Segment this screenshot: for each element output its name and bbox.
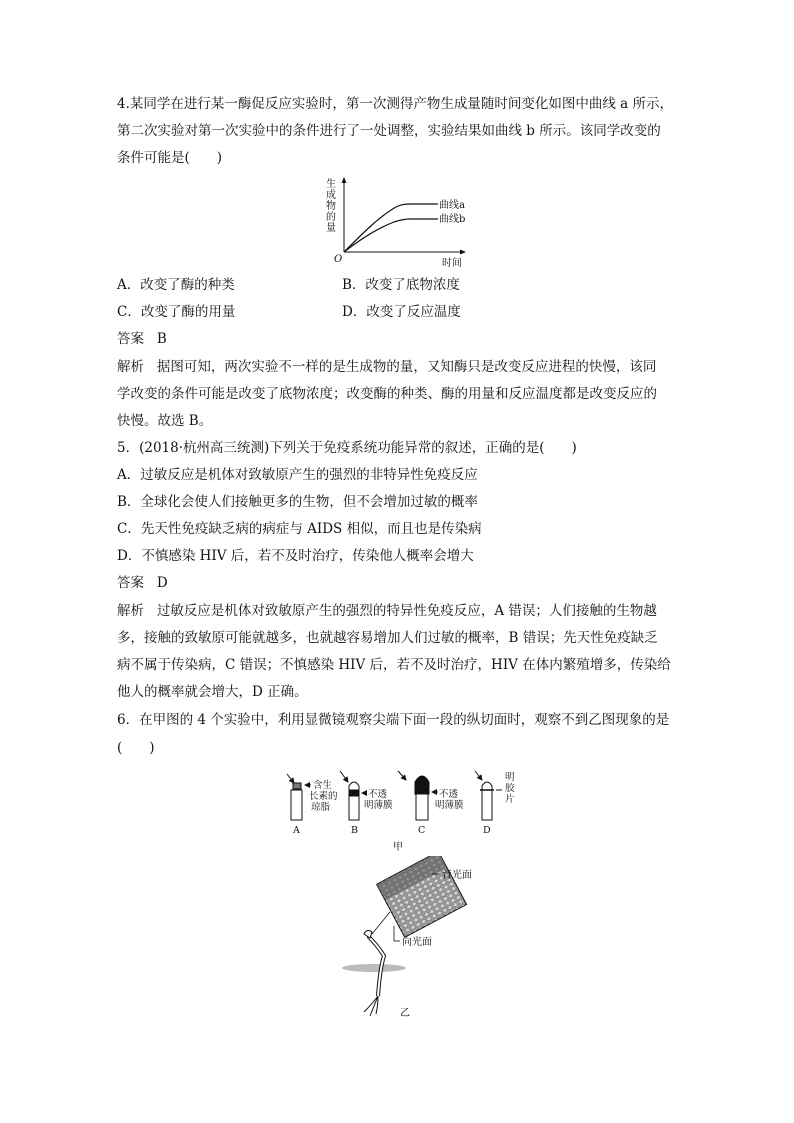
- label-front: 向光面: [402, 937, 432, 948]
- magnified-section: [377, 856, 467, 937]
- graph-ylabel-3: 物: [326, 201, 336, 212]
- curve-a: [344, 204, 438, 252]
- letter-b: B: [351, 825, 358, 836]
- film-b: [349, 790, 359, 796]
- graph-ylabel-4: 的: [326, 212, 336, 223]
- label-a-3: 琼脂: [311, 802, 331, 813]
- coleoptile-a: [291, 790, 302, 820]
- q5-analysis-line-4: 他人的概率就会增大，D 正确。: [117, 684, 308, 700]
- q5-option-a: A．过敏反应是机体对致敏原产生的强烈的非特异性免疫反应: [117, 467, 478, 483]
- graph-ylabel-2: 成: [326, 190, 336, 201]
- curve-a-label: 曲线a: [439, 200, 465, 211]
- label-d-2: 胶: [505, 783, 515, 794]
- coleoptile-d: [482, 782, 492, 820]
- coleoptile-c: [416, 794, 428, 820]
- q4-option-d: D．改变了反应温度: [342, 304, 461, 320]
- zoom-line: [372, 912, 390, 934]
- q5-analysis-line-3: 病不属于传染病，C 错误；不慎感染 HIV 后，若不及时治疗，HIV 在体内繁殖增多，传染给: [117, 657, 671, 673]
- caption-yi: 乙: [400, 1008, 410, 1019]
- q4-analysis-label: 解析: [117, 359, 144, 375]
- figure-jia: [276, 768, 526, 852]
- q4-stem-line-1: 4.某同学在进行某一酶促反应实验时，第一次测得产物生成量随时间变化如图中曲线 a 所示，: [117, 96, 674, 112]
- graph-ylabel-1: 生: [326, 179, 336, 190]
- label-b-1: 不透: [368, 789, 388, 800]
- q5-answer: [117, 573, 168, 593]
- q4-answer: [117, 329, 167, 349]
- q6-stem-line-1: 6．在甲图的 4 个实验中，利用显微镜观察尖端下面一段的纵切面时，观察不到乙图现象的是: [117, 712, 670, 728]
- label-c-1: 不透: [439, 789, 459, 800]
- q5-answer-value: D: [156, 575, 168, 591]
- label-d-3: 片: [505, 794, 515, 805]
- caption-jia: 甲: [393, 842, 403, 852]
- label-c-2: 明薄膜: [435, 800, 464, 811]
- light-arrow-b: [340, 771, 348, 782]
- q4-option-b: B．改变了底物浓度: [342, 277, 460, 293]
- q4-analysis-line-3: 快慢。故选 B。: [117, 413, 213, 429]
- film-c: [415, 776, 429, 794]
- q6-stem-line-2: ( ): [117, 740, 155, 756]
- q4-answer-label: 答案: [117, 331, 144, 347]
- label-b-2: 明薄膜: [364, 800, 393, 811]
- q5-stem: 5．(2018·杭州高三统测)下列关于免疫系统功能异常的叙述，正确的是( ): [117, 440, 577, 456]
- q5-answer-label: 答案: [117, 575, 144, 591]
- q5-option-d: D．不慎感染 HIV 后，若不及时治疗，传染他人概率会增大: [117, 548, 474, 564]
- q5-analysis-line-2: 多，接触的致敏原可能就越多，也就越容易增加人们过敏的概率，B 错误；先天性免疫缺乏: [117, 630, 658, 646]
- q4-analysis-line-1: [117, 357, 656, 377]
- letter-d: D: [483, 825, 491, 836]
- seedling-root: [364, 996, 378, 1016]
- q4-stem-line-3: 条件可能是( ): [117, 150, 223, 166]
- soil: [342, 964, 406, 972]
- q4-graph: [318, 174, 478, 270]
- graph-y-arrow: [342, 177, 347, 183]
- letter-c: C: [418, 825, 426, 836]
- curve-b: [344, 219, 438, 252]
- light-arrow-d: [475, 771, 482, 780]
- agar-block-a: [293, 783, 301, 789]
- q5-analysis-text-1: 过敏反应是机体对致敏原产生的强烈的特异性免疫反应，A 错误；人们接触的生物越: [156, 603, 657, 619]
- label-d-1: 明: [505, 772, 515, 783]
- figure-yi: [336, 856, 486, 1020]
- coleoptile-b: [349, 782, 359, 820]
- light-arrow-a: [287, 774, 294, 783]
- graph-x-arrow: [460, 250, 466, 255]
- q4-analysis-line-2: 学改变的条件可能是改变了底物浓度；改变酶的种类、酶的用量和反应温度都是改变反应的: [117, 386, 657, 402]
- q4-stem-line-2: 第二次实验对第一次实验中的条件进行了一处调整，实验结果如曲线 b 所示。该同学改变的: [117, 123, 661, 139]
- letter-a: A: [293, 825, 300, 836]
- q5-option-b: B．全球化会使人们接触更多的生物，但不会增加过敏的概率: [117, 494, 478, 510]
- q4-option-a: A．改变了酶的种类: [117, 277, 235, 293]
- q5-option-c: C．先天性免疫缺乏病的病症与 AIDS 相似，而且也是传染病: [117, 521, 482, 537]
- curve-b-label: 曲线b: [439, 214, 466, 225]
- label-back: 背光面: [442, 870, 472, 881]
- seedling-tip: [364, 930, 372, 938]
- label-a-1: 含生: [313, 780, 333, 791]
- label-a-2: 长素的: [309, 791, 338, 802]
- graph-ylabel-5: 量: [326, 223, 336, 234]
- q4-answer-value: B: [156, 331, 167, 347]
- q5-analysis-label: 解析: [117, 603, 144, 619]
- q4-analysis-text-1: 据图可知，两次实验不一样的是生成物的量，又知酶只是改变反应进程的快慢，该同: [156, 359, 657, 375]
- q5-analysis-line-1: [117, 601, 657, 621]
- light-arrow-c: [398, 771, 406, 780]
- q4-option-c: C．改变了酶的用量: [117, 304, 236, 320]
- graph-xlabel: 时间: [442, 258, 462, 269]
- graph-origin: O: [334, 254, 343, 265]
